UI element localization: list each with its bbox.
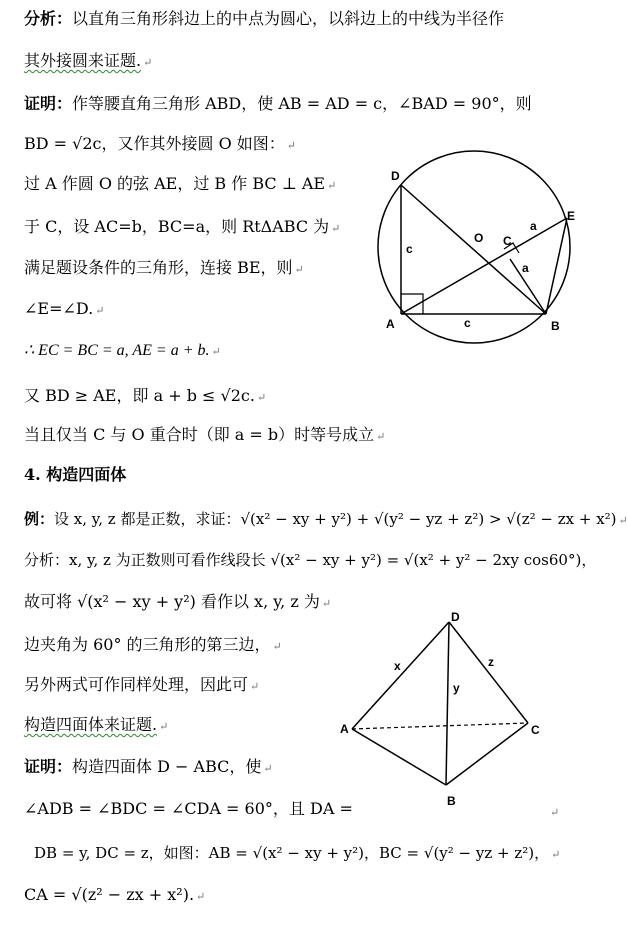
- proof-label-2: 证明：: [24, 757, 73, 776]
- line-19: 证明：构造四面体 D − ABC，使 ↵: [24, 757, 273, 776]
- line-10: 又 BD ≥ AE，即 a + b ≤ √2c. ↵: [24, 386, 267, 405]
- line-20-text: ∠ADB = ∠BDC = ∠CDA = 60°，且 DA =: [24, 799, 353, 818]
- edge-ab: [352, 729, 446, 785]
- line-21: DB = y, DC = z，如图：AB = √(x² − xy + y²)，BC = √(y² − yz + z²)， ↵: [34, 844, 561, 862]
- label-b: B: [551, 319, 560, 333]
- tetrahedron-figure: [330, 605, 555, 810]
- line-1-text: 以直角三角形斜边上的中点为圆心，以斜边上的中线为半径作: [72, 9, 505, 28]
- edge-ac-hidden: [352, 723, 528, 729]
- line-11-text: 当且仅当 C 与 O 重合时（即 a = b）时等号成立: [24, 425, 375, 444]
- line-20: [24, 798, 353, 820]
- line-1: [24, 8, 504, 30]
- line-7-text: 满足题设条件的三角形，连接 BE，则: [24, 258, 293, 277]
- line-21-text: DB = y, DC = z，如图：AB = √(x² − xy + y²)，BC = √(y² − yz + z²)，: [34, 844, 550, 862]
- label-a: A: [340, 722, 349, 736]
- label-d: D: [391, 169, 400, 183]
- proof-label: 证明：: [24, 94, 73, 113]
- section-heading: [24, 464, 126, 486]
- analysis-label: 分析：: [24, 9, 73, 28]
- edge-db: [446, 622, 449, 785]
- line-7: 满足题设条件的三角形，连接 BE，则 ↵: [24, 258, 304, 277]
- line-4: BD = √2c，又作其外接圆 O 如图： ↵: [24, 134, 297, 153]
- line-8: ∠E=∠D. ↵: [24, 299, 105, 318]
- edge-label-x: x: [394, 659, 401, 673]
- line-14-text: 分析：x, y, z 为正数则可看作线段长 √(x² − xy + y²) = √(x² + y² − 2xy cos60°)，: [24, 551, 597, 569]
- line-3-text: 作等腰直角三角形 ABD，使 AB = AD = c，∠BAD = 90°，则: [72, 94, 532, 113]
- edge-cb: [446, 723, 528, 785]
- line-2: 其外接圆来证题. ↵: [24, 51, 153, 70]
- label-e: E: [567, 209, 576, 223]
- segment-be: [546, 218, 567, 314]
- side-c-bottom: c: [464, 316, 471, 330]
- paragraph-mark: ↵: [550, 806, 560, 819]
- line-9-text: ∴ EC = BC = a, AE = a + b.: [24, 342, 210, 359]
- edge-dc: [449, 622, 528, 723]
- line-11: 当且仅当 C 与 O 重合时（即 a = b）时等号成立 ↵: [24, 425, 386, 444]
- side-c-left: c: [406, 242, 413, 256]
- line-18: 构造四面体来证题. ↵: [24, 715, 169, 734]
- label-a: A: [386, 317, 395, 331]
- label-c-point: C: [503, 234, 512, 248]
- line-15: 故可将 √(x² − xy + y²) 看作以 x, y, z 为 ↵: [24, 592, 332, 611]
- line-22: CA = √(z² − zx + x²). ↵: [24, 885, 206, 904]
- line-13: 例：设 x, y, z 都是正数，求证：√(x² − xy + y²) + √(y² − yz + z²) > √(z² − zx + x²) ↵: [24, 510, 628, 528]
- line-14: [24, 549, 596, 571]
- label-b: B: [447, 794, 456, 808]
- line-2-text: 其外接圆来证题.: [24, 51, 142, 70]
- edge-da: [352, 622, 449, 729]
- label-o: O: [474, 231, 484, 245]
- line-22-text: CA = √(z² − zx + x²).: [24, 885, 195, 904]
- example-label: 例：: [24, 510, 55, 528]
- label-d: D: [451, 610, 460, 624]
- line-4-text: BD = √2c，又作其外接圆 O 如图：: [24, 134, 285, 153]
- line-17: 另外两式可作同样处理，因此可 ↵: [24, 675, 260, 694]
- line-16: 边夹角为 60° 的三角形的第三边， ↵: [24, 635, 282, 654]
- line-9: ∴ EC = BC = a, AE = a + b. ↵: [24, 342, 221, 359]
- line-13-text: 设 x, y, z 都是正数，求证：√(x² − xy + y²) + √(y² − yz + z²) > √(z² − zx + x²): [54, 510, 617, 528]
- line-17-text: 另外两式可作同样处理，因此可: [24, 675, 249, 694]
- line-10-text: 又 BD ≥ AE，即 a + b ≤ √2c.: [24, 386, 255, 405]
- line-6-text: 于 C，设 AC=b，BC=a，则 RtΔABC 为: [24, 217, 330, 236]
- line-18-text: 构造四面体来证题.: [24, 715, 158, 734]
- edge-label-y: y: [453, 681, 460, 695]
- label-c: C: [531, 723, 540, 737]
- line-5-text: 过 A 作圆 O 的弦 AE，过 B 作 BC ⊥ AE: [24, 174, 326, 193]
- circle-triangle-figure: [370, 150, 585, 355]
- line-5: 过 A 作圆 O 的弦 AE，过 B 作 BC ⊥ AE ↵: [24, 174, 337, 193]
- line-16-text: 边夹角为 60° 的三角形的第三边，: [24, 635, 271, 654]
- line-19-text: 构造四面体 D − ABC，使: [72, 757, 262, 776]
- line-15-text: 故可将 √(x² − xy + y²) 看作以 x, y, z 为: [24, 592, 320, 611]
- side-a-lower: a: [522, 261, 529, 275]
- line-3: [24, 93, 532, 115]
- edge-label-z: z: [488, 655, 494, 669]
- side-a-upper: a: [530, 219, 537, 233]
- segment-ae: [401, 218, 567, 314]
- line-6: 于 C，设 AC=b，BC=a，则 RtΔABC 为 ↵: [24, 217, 341, 236]
- section-heading-text: 4. 构造四面体: [24, 465, 127, 484]
- line-8-text: ∠E=∠D.: [24, 299, 94, 318]
